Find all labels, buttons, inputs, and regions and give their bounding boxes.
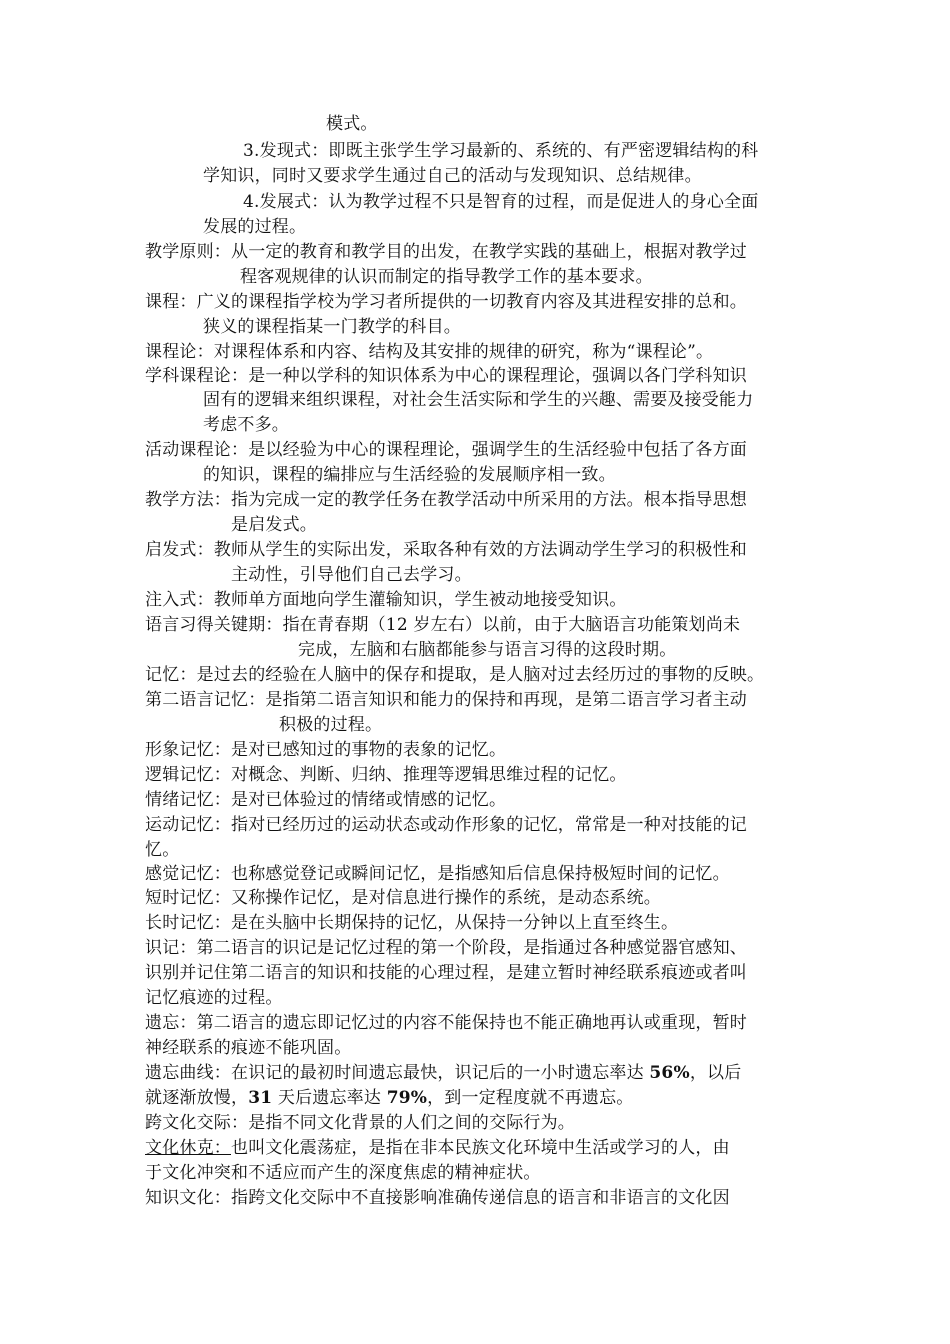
bold-value: 56% xyxy=(649,1063,690,1083)
text-line: 长时记忆：是在头脑中长期保持的记忆，从保持一分钟以上直至终生。 xyxy=(145,913,679,933)
text-line: 课程论：对课程体系和内容、结构及其安排的规律的研究，称为“课程论”。 xyxy=(145,342,714,362)
bold-value: 31 xyxy=(248,1088,273,1108)
text-run: 遗忘曲线：在识记的最初时间遗忘最快，识记后的一小时遗忘率达 xyxy=(145,1063,650,1083)
text-line: 固有的逻辑来组织课程，对社会生活实际和学生的兴趣、需要及接受能力 xyxy=(203,390,754,410)
text-line: 是启发式。 xyxy=(231,515,317,535)
text-line: 短时记忆：又称操作记忆，是对信息进行操作的系统，是动态系统。 xyxy=(145,888,661,908)
text-line: 记忆痕迹的过程。 xyxy=(145,988,283,1008)
text-line: 程客观规律的认识而制定的指导教学工作的基本要求。 xyxy=(240,267,653,287)
text-line: 遗忘：第二语言的遗忘即记忆过的内容不能保持也不能正确地再认或重现，暂时 xyxy=(145,1013,747,1033)
text-line: 积极的过程。 xyxy=(279,715,383,735)
text-line: 识记：第二语言的识记是记忆过程的第一个阶段，是指通过各种感觉器官感知、 xyxy=(145,938,747,958)
text-line: 课程：广义的课程指学校为学习者所提供的一切教育内容及其进程安排的总和。 xyxy=(145,292,747,312)
text-line: 第二语言记忆：是指第二语言知识和能力的保持和再现，是第二语言学习者主动 xyxy=(145,690,747,710)
text-line: 主动性，引导他们自己去学习。 xyxy=(231,565,472,585)
text-line: 考虑不多。 xyxy=(203,415,289,435)
text-line: 学科课程论：是一种以学科的知识体系为中心的课程理论，强调以各门学科知识 xyxy=(145,366,747,386)
text-line: 语言习得关键期：指在青春期（12 岁左右）以前，由于大脑语言功能策划尚未 xyxy=(145,615,741,635)
text-line: 形象记忆：是对已感知过的事物的表象的记忆。 xyxy=(145,740,507,760)
text-line: 完成，左脑和右脑都能参与语言习得的这段时期。 xyxy=(298,640,677,660)
text-line: 于文化冲突和不适应而产生的深度焦虑的精神症状。 xyxy=(145,1163,541,1183)
text-line: 逻辑记忆：对概念、判断、归纳、推理等逻辑思维过程的记忆。 xyxy=(145,765,627,785)
text-line: 的知识，课程的编排应与生活经验的发展顺序相一致。 xyxy=(203,465,616,485)
text-line: 教学方法：指为完成一定的教学任务在教学活动中所采用的方法。根本指导思想 xyxy=(145,490,747,510)
culture-shock-line-1 xyxy=(145,1136,730,1160)
text-line: 4.发展式：认为教学过程不只是智育的过程，而是促进人的身心全面 xyxy=(243,192,759,212)
text-line: 启发式：教师从学生的实际出发，采取各种有效的方法调动学生学习的积极性和 xyxy=(145,540,747,560)
text-run: 也叫文化震荡症，是指在非本民族文化环境中生活或学习的人，由 xyxy=(231,1138,730,1158)
forgetting-curve-line-1 xyxy=(145,1061,741,1085)
text-line: 识别并记住第二语言的知识和技能的心理过程，是建立暂时神经联系痕迹或者叫 xyxy=(145,963,747,983)
text-line: 知识文化：指跨文化交际中不直接影响准确传递信息的语言和非语言的文化因 xyxy=(145,1188,730,1208)
text-line: 神经联系的痕迹不能巩固。 xyxy=(145,1038,352,1058)
text-line: 跨文化交际：是指不同文化背景的人们之间的交际行为。 xyxy=(145,1113,575,1133)
text-line: 教学原则：从一定的教育和教学目的出发，在教学实践的基础上，根据对教学过 xyxy=(145,242,747,262)
text-run: ，以后 xyxy=(689,1063,742,1083)
text-line: 模式。 xyxy=(326,114,378,134)
bold-value: 79% xyxy=(386,1088,428,1108)
text-line: 感觉记忆：也称感觉登记或瞬间记忆，是指感知后信息保持极短时间的记忆。 xyxy=(145,864,730,884)
text-line: 记忆：是过去的经验在人脑中的保存和提取，是人脑对过去经历过的事物的反映。 xyxy=(145,665,765,685)
text-line: 发展的过程。 xyxy=(203,217,307,237)
underlined-term: 文化休克： xyxy=(145,1138,231,1158)
text-line: 忆。 xyxy=(145,840,180,860)
text-run: ，到一定程度就不再遗忘。 xyxy=(427,1088,634,1108)
text-line: 注入式：教师单方面地向学生灌输知识，学生被动地接受知识。 xyxy=(145,590,627,610)
forgetting-curve-line-2 xyxy=(145,1086,634,1110)
text-line: 运动记忆：指对已经历过的运动状态或动作形象的记忆，常常是一种对技能的记 xyxy=(145,815,747,835)
text-line: 3.发现式：即既主张学生学习最新的、系统的、有严密逻辑结构的科 xyxy=(243,141,759,161)
text-line: 情绪记忆：是对已体验过的情绪或情感的记忆。 xyxy=(145,790,507,810)
text-line: 活动课程论：是以经验为中心的课程理论，强调学生的生活经验中包括了各方面 xyxy=(145,440,747,460)
text-line: 狭义的课程指某一门教学的科目。 xyxy=(203,317,461,337)
text-run: 天后遗忘率达 xyxy=(272,1088,387,1108)
text-line: 学知识，同时又要求学生通过自己的活动与发现知识、总结规律。 xyxy=(203,166,702,186)
text-run: 就逐渐放慢， xyxy=(145,1088,249,1108)
